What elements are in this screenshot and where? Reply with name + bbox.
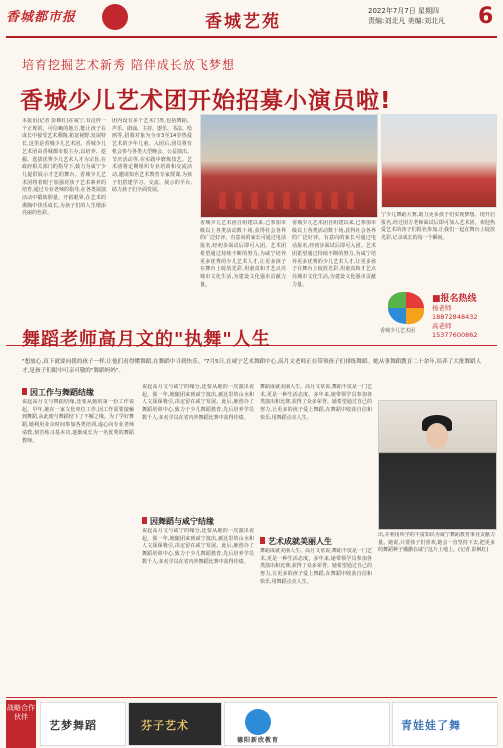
- portrait-face: [426, 423, 448, 449]
- dancer-figure: [331, 191, 338, 209]
- story1-subtitle: 培育挖掘艺术新秀 陪伴成长放飞梦想: [22, 58, 235, 72]
- partner-ad-1-label: 艺梦舞蹈: [49, 719, 97, 732]
- dancer-figure: [283, 191, 290, 209]
- story1-column-1: 本报讯(记者 彭枫红)在咸宁,有这样一个正规的、可信赖的地方,能让孩子在成长中接受艺术熏陶,拓宽视野,发展特长,这里是香城少儿艺术团。香城少儿艺术团由香城都市报主办,以培养、挖掘、选拔优秀少儿艺术人才为宗旨,在政府相关部门的指导下,致力为咸宁少儿提供展示才艺的舞台。香城少儿艺术团将着眼于加强对孩子艺术素养的培育,通过专业老师的指导,在各类展演活动中锻炼胆量、开拓眼界,在艺术的熏陶中快乐成长,为孩子们的人生增添亮丽的色彩。: [22, 118, 106, 217]
- partner-ad-1[interactable]: [40, 702, 126, 746]
- partner-ad-4[interactable]: [392, 702, 498, 746]
- partner-badge: 战略合作伙伴: [6, 700, 36, 748]
- story2-section1-title: 因工作与舞蹈结缘: [22, 387, 94, 398]
- header-rule: [6, 36, 497, 38]
- dancer-figure: [347, 191, 354, 209]
- story2-column-3b: 舞蹈成就美丽人生。高月文常说,舞蹈不仅是一门艺术,更是一种生活态度。多年来,她带领学员参加各类演出和比赛,获得了众多荣誉。她希望通过自己的努力,让更多的孩子爱上舞蹈,在舞蹈中收获自信和快乐,用舞蹈点亮人生。: [260, 548, 372, 585]
- story2-lead: "想放心,真下就要向我的孩子一样,让他们看得懂舞蹈,在舞蹈中寻到快乐。"7月5日,在咸宁艺术舞蹈中心,高月文老师正在带领孩子们排练舞蹈。她从事舞蹈教育二十余年,培养了大批舞蹈人才,是孩子们眼中可亲可敬的"舞蹈妈妈"。: [22, 359, 482, 374]
- page-header: [0, 0, 503, 40]
- troupe-group-photo: [200, 114, 378, 218]
- partner-ad-4-label: 青娃娃了舞: [401, 719, 461, 732]
- story2-column-1: 说起高月文与舞蹈结缘,还要从她的第一份工作说起。早年,她在一家文化单位工作,因工作需要接触到舞蹈,从此便与舞蹈结下了不解之缘。为了学好舞蹈,她利用业余时间参加各类培训,虚心向专业老师请教,刻苦练习基本功,逐渐成长为一名优秀的舞蹈教师。: [22, 399, 134, 444]
- story1-column-4: 宁少儿舞蹈大赛,助力更多孩子们实现梦想。现开启报名,经过团方老师面试后即可加入艺术团。欢迎热爱艺术的孩子们报名参加,让我们一起在舞台上绽放光彩,记录成长的每一个瞬间。: [381, 212, 495, 242]
- story2-column-4: 出,并利用所学的丰富知识为咸宁舞蹈教育事业贡献力量。她说,只要孩子们喜欢,她会一直坚持下去,把更多的舞蹈种子播撒在咸宁这片土地上。(记者 彭枫红): [378, 532, 495, 554]
- troupe-dove-logo-icon: [388, 292, 424, 324]
- dancer-figure: [299, 191, 306, 209]
- page-number: 6: [478, 4, 494, 29]
- dancer-figure: [267, 191, 274, 209]
- story1-column-3: 香城少儿艺术团自组建以来,已参加市级以上各类活动数十场,获得社会各界的广泛好评。有意向的家长可通过电话报名,经初步面试后即可入团。艺术团希望通过持续不断的努力,为咸宁培养更多优秀的少儿艺术人才,让更多孩子在舞台上绽放光彩,用童真和才艺点亮城市文化生活,为建设文化强市贡献力量。: [200, 220, 286, 288]
- contact2-name: 高老师: [432, 322, 452, 330]
- dancer-figure: [251, 191, 258, 209]
- partner-ad-3[interactable]: [224, 702, 390, 746]
- issue-info: [368, 6, 445, 26]
- story2-section2-title: 因舞蹈与咸宁结缘: [142, 516, 214, 527]
- newspaper-brand: 香城都市报: [6, 10, 77, 25]
- story1-column-3b: 香城少儿艺术团自组建以来,已参加市级以上各类活动数十场,获得社会各界的广泛好评。有意向的家长可通过电话报名,经初步面试后即可入团。艺术团希望通过持续不断的努力,为咸宁培养更多优秀的少儿艺术人才,让更多孩子在舞台上绽放光彩,用童真和才艺点亮城市文化生活,为建设文化强市贡献力量。: [292, 220, 376, 288]
- dance-teacher-portrait: [378, 400, 497, 530]
- dancer-figure: [219, 191, 226, 209]
- troupe-name: 香城少儿艺术团: [380, 328, 416, 334]
- contact2-phone[interactable]: 15377600862: [432, 331, 478, 339]
- partner-ad-3-label: 德阳新欣教育: [237, 737, 280, 744]
- newspaper-logo-icon: [102, 4, 128, 30]
- editor-credit: 责编:刘北凡 美编:刘北凡: [368, 17, 445, 25]
- dancer-figure: [315, 191, 322, 209]
- contact1-name: 杨老师: [432, 304, 452, 312]
- signup-hotline-title: ■报名热线: [432, 294, 477, 304]
- contact1-phone[interactable]: 18872848432: [432, 313, 478, 321]
- story2-section3-title: 艺术成就美丽人生: [260, 536, 332, 547]
- issue-date: 2022年7月7日 星期四: [368, 7, 439, 15]
- story1-column-2: 团内设有多个艺术门类,包括舞蹈、声乐、朗诵、主持、器乐、书法、绘画等,招募对象为全市3至14岁热爱艺术的少年儿童。入团后,团员将有机会参与各类大型晚会、公益演出、节庆活动等,在实践中磨炼技艺。艺术团将定期组织专业培训和交流活动,邀请知名艺术教育专家授课,为孩子们搭建学习、交流、展示的平台,助力孩子们全面发展。: [112, 118, 192, 194]
- story2-column-2b: 说起高月文与咸宁的缘分,还要从她的一次演出说起。那一年,她随团来到咸宁演出,被这里的山水和人文深深吸引,决定留在咸宁发展。此后,她创办了舞蹈培训中心,致力于少儿舞蹈教育,先后培养学员数千人,多名学员在省内外舞蹈比赛中获得佳绩。: [142, 528, 254, 565]
- partner-ad-2-label: 芬子艺术: [141, 719, 189, 732]
- story2-column-3a: 舞蹈成就美丽人生。高月文常说,舞蹈不仅是一门艺术,更是一种生活态度。多年来,她带领学员参加各类演出和比赛,获得了众多荣誉。她希望通过自己的努力,让更多的孩子爱上舞蹈,在舞蹈中收获自信和快乐,用舞蹈点亮人生。: [260, 384, 372, 421]
- story2-column-2a: 说起高月文与咸宁的缘分,还要从她的一次演出说起。那一年,她随团来到咸宁演出,被这里的山水和人文深深吸引,决定留在咸宁发展。此后,她创办了舞蹈培训中心,致力于少儿舞蹈教育,先后培养学员数千人,多名学员在省内外舞蹈比赛中获得佳绩。: [142, 384, 254, 421]
- partner-ad-3-logo-icon: [245, 709, 271, 735]
- footer-rule: [6, 697, 497, 698]
- story1-headline: 香城少儿艺术团开始招募小演员啦!: [20, 88, 392, 114]
- section-title: 香城艺苑: [205, 12, 281, 32]
- dancer-figure: [235, 191, 242, 209]
- troupe-stage-photo: [381, 114, 497, 208]
- story2-headline: 舞蹈老师高月文的"执舞"人生: [22, 329, 271, 350]
- partner-ad-2[interactable]: [128, 702, 222, 746]
